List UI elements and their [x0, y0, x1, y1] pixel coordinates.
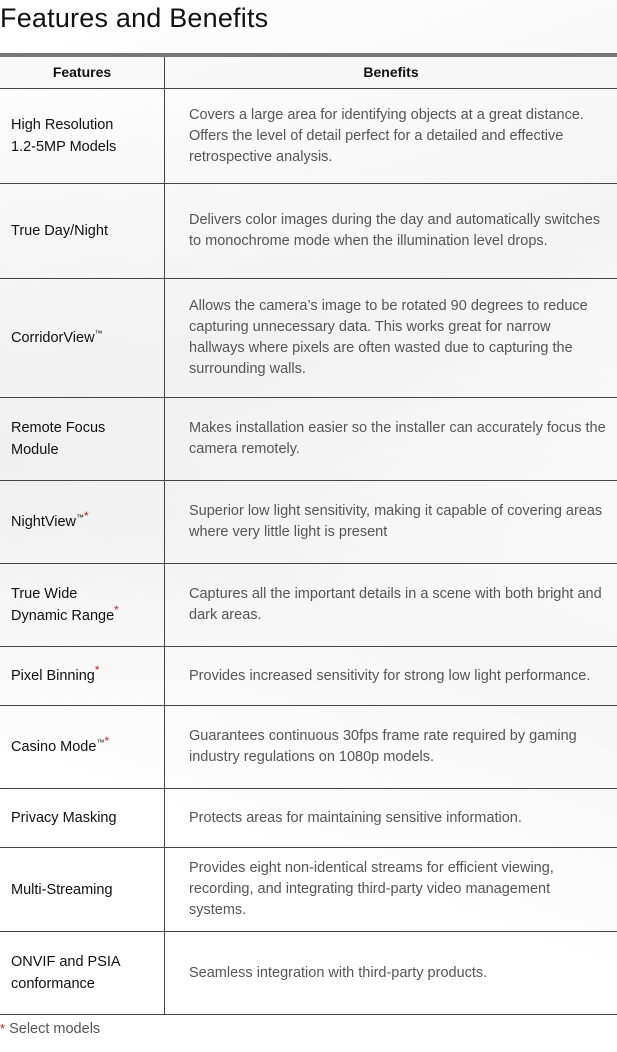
header-benefits: Benefits — [363, 64, 419, 80]
benefit-cell — [165, 398, 617, 480]
table-row — [0, 848, 617, 932]
trademark-mark: ™ — [76, 513, 85, 523]
table-row — [0, 564, 617, 647]
features-table — [0, 57, 617, 1015]
benefit-text: Delivers color images during the day and automatically switches to monochrome mode when the illumination level drops. — [189, 212, 601, 249]
feature-name — [11, 951, 121, 995]
benefit-cell — [165, 848, 617, 931]
footnote-star: * — [0, 1021, 6, 1036]
benefit-text: Makes installation easier so the installer can accurately focus the camera remotely. — [189, 420, 606, 457]
feature-line: Casino Mode — [11, 739, 97, 755]
benefit-cell — [165, 647, 617, 705]
benefit-text: Superior low light sensitivity, making it capable of covering areas where very little light is present — [189, 503, 603, 540]
feature-cell — [0, 481, 165, 563]
feature-cell — [0, 398, 165, 480]
feature-cell — [0, 564, 165, 646]
feature-cell — [0, 706, 165, 788]
benefit-cell — [165, 789, 617, 847]
feature-line: True Wide — [11, 586, 78, 602]
feature-cell — [0, 647, 165, 705]
footnote-text: Select models — [5, 1021, 101, 1037]
benefit-cell — [165, 932, 617, 1014]
feature-line: Privacy Masking — [11, 810, 117, 826]
table-row — [0, 789, 617, 848]
table-body — [0, 89, 617, 1015]
benefit-cell — [165, 564, 617, 646]
footnote — [0, 1021, 100, 1037]
page-title: Features and Benefits — [0, 3, 269, 33]
benefit-cell — [165, 89, 617, 183]
benefit-text: Seamless integration with third-party products. — [189, 964, 488, 981]
feature-cell — [0, 89, 165, 183]
header-features: Features — [0, 57, 165, 88]
benefit-cell — [165, 279, 617, 397]
feature-line: conformance — [11, 976, 95, 992]
feature-name — [11, 583, 119, 627]
benefit-cell — [165, 184, 617, 278]
benefit-text: Provides eight non-identical streams for efficient viewing, recording, and integrating third-party video management systems. — [189, 860, 554, 918]
feature-line: High Resolution — [11, 117, 114, 133]
feature-name — [11, 417, 105, 461]
benefit-text: Guarantees continuous 30fps frame rate required by gaming industry regulations on 1080p models. — [189, 728, 577, 765]
select-models-asterisk: * — [104, 734, 110, 749]
feature-cell — [0, 932, 165, 1014]
feature-line: NightView — [11, 514, 77, 530]
benefit-cell — [165, 481, 617, 563]
feature-name — [11, 879, 113, 901]
select-models-asterisk: * — [114, 603, 119, 618]
feature-line: 1.2-5MP Models — [11, 139, 117, 155]
table-row — [0, 279, 617, 398]
feature-line: Pixel Binning — [11, 668, 95, 684]
benefit-text: Covers a large area for identifying objects at a great distance. Offers the level of detail perfect for a detailed and effective retrospective analysis. — [189, 106, 584, 165]
table-row — [0, 89, 617, 184]
table-row — [0, 398, 617, 481]
table-row — [0, 706, 617, 789]
feature-line: Remote Focus — [11, 420, 106, 436]
feature-cell — [0, 184, 165, 278]
table-row — [0, 932, 617, 1015]
select-models-asterisk: * — [84, 509, 89, 524]
trademark-mark: ™ — [94, 329, 103, 339]
feature-line: Dynamic Range — [11, 608, 115, 624]
feature-cell — [0, 279, 165, 397]
table-row — [0, 481, 617, 564]
feature-line: Multi-Streaming — [11, 881, 113, 898]
feature-name — [11, 807, 117, 829]
feature-name — [11, 511, 89, 533]
feature-cell — [0, 789, 165, 847]
feature-name — [11, 736, 109, 758]
feature-cell — [0, 848, 165, 931]
feature-line: CorridorView — [11, 330, 95, 346]
table-row — [0, 647, 617, 706]
benefit-text: Allows the camera’s image to be rotated 90 degrees to reduce capturing unnecessary data. This works great for narrow hallways where pixels are often wasted due to capturing the surrounding walls. — [189, 298, 588, 377]
select-models-asterisk: * — [94, 663, 100, 678]
trademark-mark: ™ — [96, 738, 105, 748]
feature-name — [11, 665, 100, 687]
benefit-text: Captures all the important details in a scene with both bright and dark areas. — [189, 586, 602, 623]
table-row — [0, 184, 617, 279]
feature-name — [11, 114, 116, 158]
benefit-text: Protects areas for maintaining sensitive information. — [189, 809, 522, 826]
feature-line: Module — [11, 442, 59, 458]
benefit-text: Provides increased sensitivity for strong low light performance. — [189, 667, 591, 684]
feature-name — [11, 327, 103, 349]
table-header — [0, 57, 617, 89]
feature-line: ONVIF and PSIA — [11, 954, 121, 970]
benefit-cell — [165, 706, 617, 788]
feature-line: True Day/Night — [11, 223, 108, 239]
feature-name — [11, 220, 108, 242]
